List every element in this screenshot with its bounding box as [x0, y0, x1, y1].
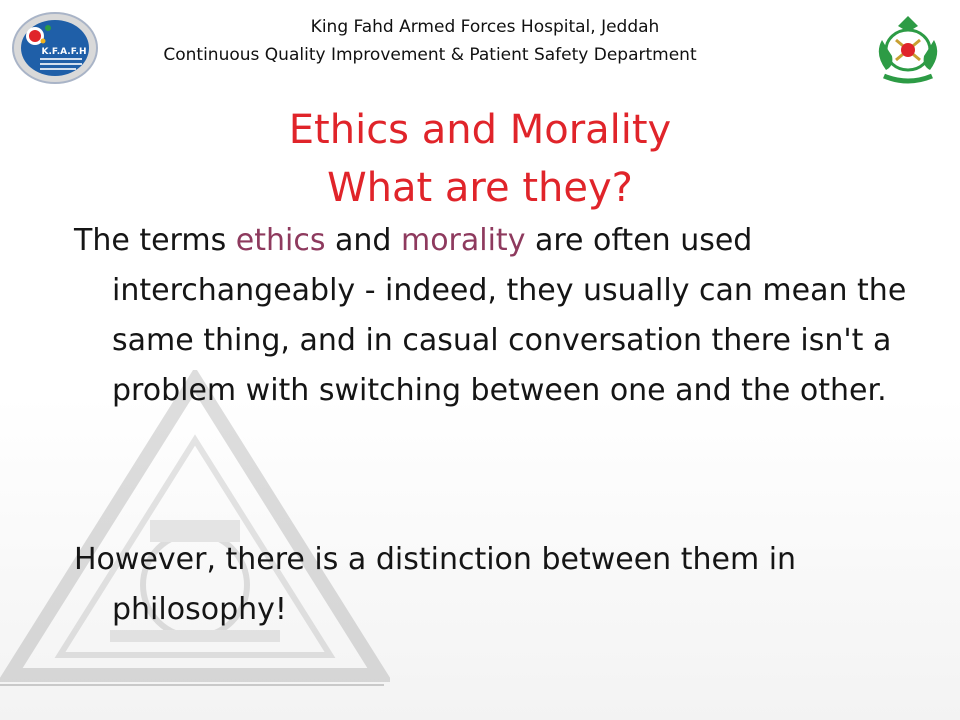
paragraph-distinction: However, there is a distinction between them in philosophy! — [74, 542, 797, 627]
footer-rule — [0, 684, 384, 686]
left-logo-text: K.F.A.F.H — [41, 47, 87, 57]
term-ethics: ethics — [235, 223, 326, 258]
paragraph-text: and — [325, 223, 401, 258]
slide-subtitle: What are they? — [327, 165, 633, 211]
department-name: Continuous Quality Improvement & Patient Safety Department — [163, 45, 697, 65]
paragraph-definition — [74, 216, 960, 416]
slide-title: Ethics and Morality — [288, 107, 672, 153]
paragraph-text: The terms — [74, 223, 236, 258]
term-morality: morality — [400, 223, 526, 258]
watermark-triangle-icon — [0, 370, 390, 690]
hospital-name: King Fahd Armed Forces Hospital, Jeddah — [310, 17, 660, 37]
paragraph-text: are often used interchangeably - indeed, they usually can mean the same thing, and in casual conversation there isn't a problem with switching between one and the other. — [112, 223, 907, 408]
